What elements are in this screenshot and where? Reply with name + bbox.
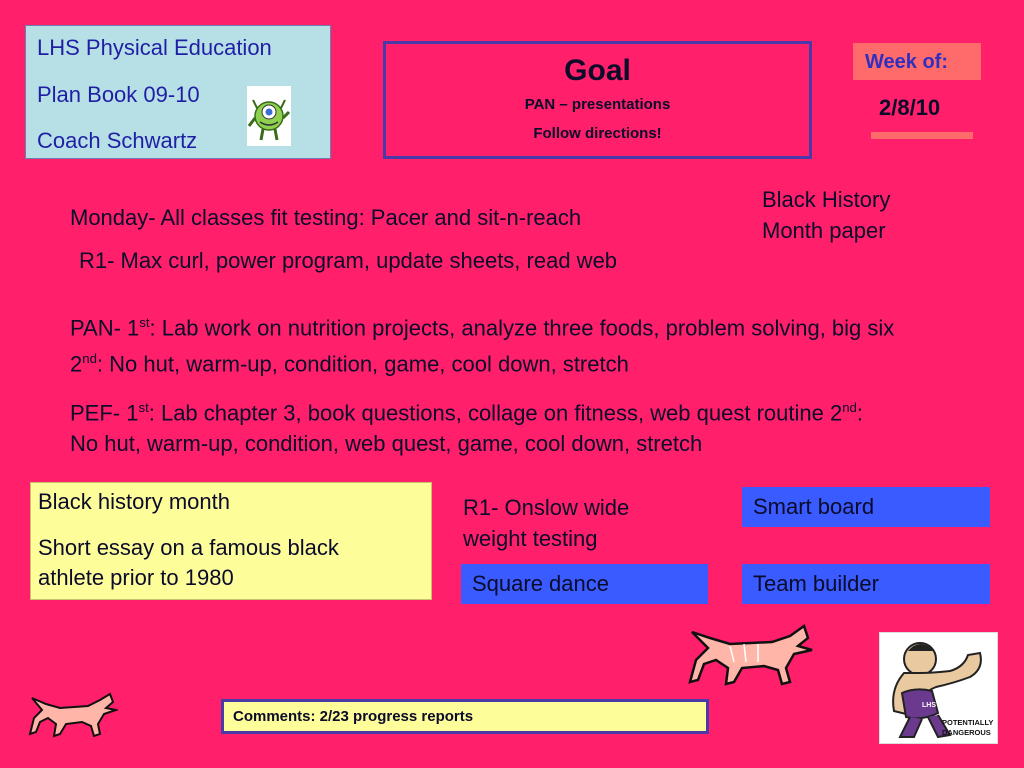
wrestler-clipart-icon [879, 632, 998, 744]
r1-onslow-line-2: weight testing [463, 526, 598, 551]
square-dance-box: Square dance [461, 564, 708, 604]
small-dog-clipart-icon [28, 692, 118, 740]
black-history-line-2: Short essay on a famous black [38, 535, 339, 560]
smart-board-box: Smart board [742, 487, 990, 527]
monday-plan: Monday- All classes fit testing: Pacer and sit-n-reach [70, 205, 582, 230]
r1-plan: R1- Max curl, power program, update sheets, read web [79, 248, 618, 273]
pan-plan: PAN- 1st: Lab work on nutrition projects, analyze three foods, problem solving, big six 2nd: No hut, warm-up, condition, game, cool down, stretch [70, 315, 895, 377]
goal-box [383, 41, 812, 159]
title-line-2: Plan Book 09-10 [37, 82, 200, 107]
week-label: Week of: [865, 51, 948, 73]
svg-text:LHS: LHS [922, 702, 936, 709]
dog-clipart-icon [686, 624, 818, 690]
title-line-1: LHS Physical Education [37, 35, 272, 60]
goal-line-2: Follow directions! [533, 125, 662, 142]
black-history-note-line-2: Month paper [762, 218, 886, 243]
team-builder-box: Team builder [742, 564, 990, 604]
r1-onslow-line-1: R1- Onslow wide [463, 495, 630, 520]
goal-heading: Goal [564, 54, 631, 87]
goal-line-1: PAN – presentations [524, 96, 671, 113]
svg-text:POTENTIALLY: POTENTIALLY [942, 718, 994, 727]
black-history-box [30, 482, 432, 600]
svg-text:DANGEROUS: DANGEROUS [942, 728, 991, 737]
pef-plan: PEF- 1st: Lab chapter 3, book questions, collage on fitness, web quest routine 2nd: No hut, warm-up, condition, web quest, game, cool down, stretch [70, 400, 863, 457]
black-history-line-1: Black history month [38, 489, 230, 514]
monster-mascot-icon [247, 86, 291, 146]
week-date: 2/8/10 [879, 95, 941, 120]
black-history-note-line-1: Black History [762, 187, 891, 212]
week-label-box [853, 43, 981, 80]
comments-box: Comments: 2/23 progress reports [221, 699, 709, 734]
black-history-line-3: athlete prior to 1980 [38, 565, 234, 590]
week-underline-bar [871, 132, 973, 139]
title-line-3: Coach Schwartz [37, 128, 198, 153]
